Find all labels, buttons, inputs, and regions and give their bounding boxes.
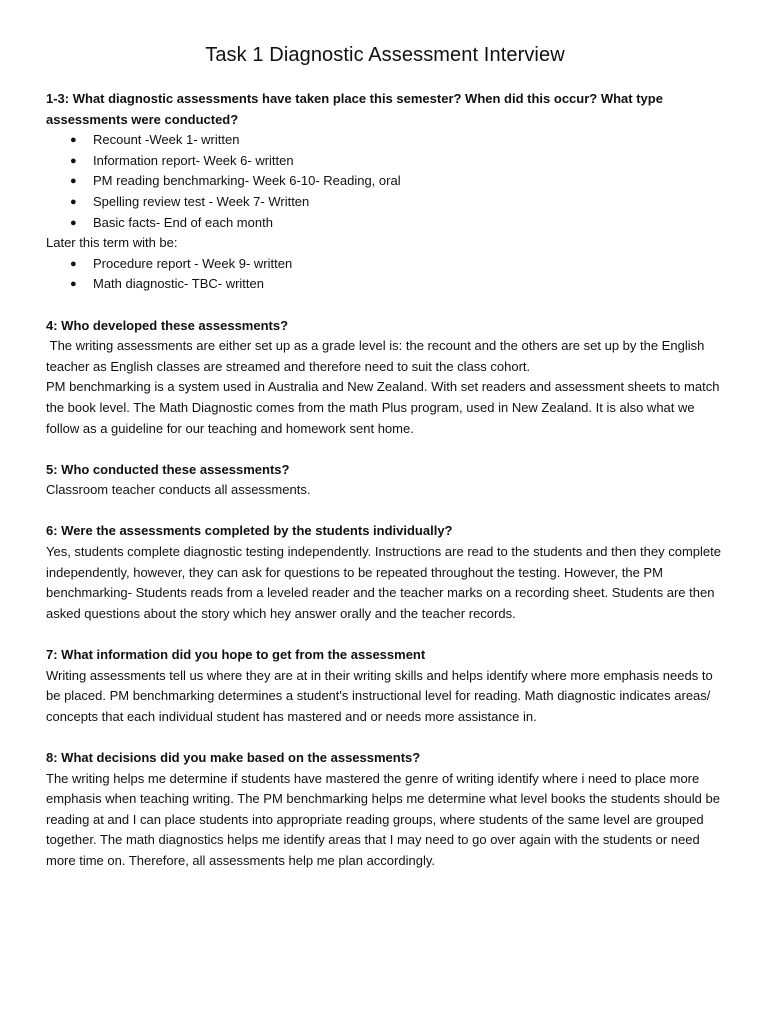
answer-paragraph: Classroom teacher conducts all assessments. — [46, 482, 311, 498]
answer-paragraph: Writing assessments tell us where they are at in their writing skills and helps identify where more emphasis needs to be placed. PM benchmarking determines a student's instructional level for reading. Math diagnostic indicates areas/ concepts that each individual student has mastered and or needs more assistance in. — [46, 667, 713, 724]
answer-paragraph: The writing assessments are either set up as a grade level is: the recount and the others are set up by the English teacher as English classes are streamed and therefore need to suit the class cohort. — [46, 338, 708, 374]
list-item: ● Math diagnostic- TBC- written — [70, 274, 724, 295]
question-heading: 5: Who conducted these assessments? — [46, 461, 290, 477]
bullet-icon: ● — [70, 257, 77, 270]
bullet-icon: ● — [70, 154, 77, 167]
list-item: ● Spelling review test - Week 7- Written — [70, 192, 724, 213]
question-heading: 6: Were the assessments completed by the students individually? — [46, 523, 453, 539]
list-item: ● Information report- Week 6- written — [70, 151, 724, 172]
later-label: Later this term with be: — [46, 235, 178, 251]
section-conductor — [46, 460, 724, 501]
list-item: ● PM reading benchmarking- Week 6-10- Reading, oral — [70, 171, 724, 192]
bullet-icon: ● — [70, 216, 77, 229]
bullet-icon: ● — [70, 278, 77, 291]
later-assessment-list — [46, 254, 724, 295]
document-title: Task 1 Diagnostic Assessment Interview — [205, 44, 565, 66]
section-information — [46, 645, 724, 727]
section-assessments-list — [46, 89, 724, 295]
bullet-icon: ● — [70, 195, 77, 208]
question-heading: 8: What decisions did you make based on the assessments? — [46, 750, 421, 765]
answer-paragraph: The writing helps me determine if students have mastered the genre of writing identify where i need to place more emphasis when teaching writing. The PM benchmarking helps me determine what level books the students should be reading at and I can place students into appropriate reading groups, where students of the same level are grouped together. The math diagnostics helps me identify areas that I may need to go over again with the students or need more time on. Therefore, all assessments help me plan accordingly. — [46, 770, 720, 868]
section-decisions — [46, 748, 724, 872]
question-heading: 7: What information did you hope to get from the assessment — [46, 647, 426, 663]
list-item: ● Basic facts- End of each month — [70, 213, 724, 234]
question-heading: 4: Who developed these assessments? — [46, 317, 289, 333]
section-individual — [46, 521, 724, 624]
bullet-icon: ● — [70, 134, 77, 147]
list-item: ● Procedure report - Week 9- written — [70, 254, 724, 275]
assessment-list — [46, 130, 724, 233]
bullet-icon: ● — [70, 175, 77, 188]
answer-paragraph: PM benchmarking is a system used in Australia and New Zealand. With set readers and assessment sheets to match the book level. The Math Diagnostic comes from the math Plus program, used in New Zealand. It is also what we follow as a guideline for our teaching and homework sent home. — [46, 379, 720, 436]
answer-paragraph: Yes, students complete diagnostic testing independently. Instructions are read to the students and then they complete independently, however, they can ask for questions to be repeated throughout the testing. However, the PM benchmarking- Students reads from a leveled reader and the teacher marks on a recording sheet. Students are then asked questions about the story which hey answer orally and the teacher records. — [46, 544, 721, 621]
section-developers — [46, 316, 724, 440]
list-item: ● Recount -Week 1- written — [70, 130, 724, 151]
question-heading: 1-3: What diagnostic assessments have taken place this semester? When did this occur? What type assessments were conducted? — [46, 91, 663, 127]
